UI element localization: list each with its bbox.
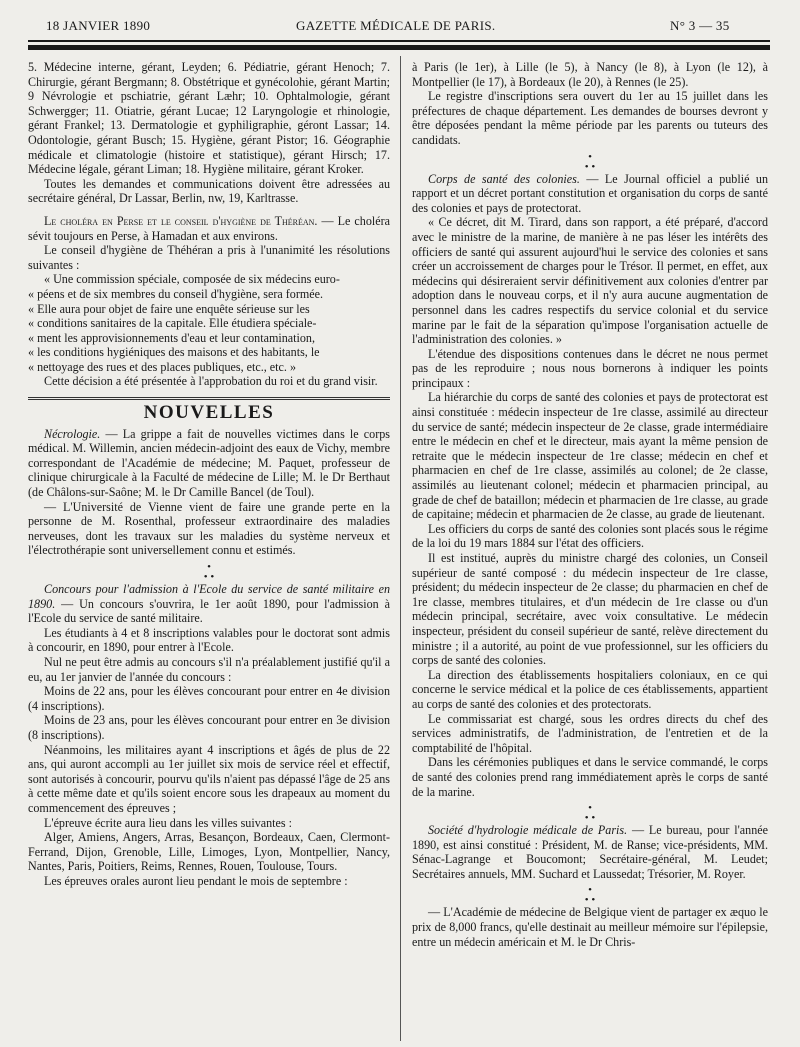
hydrologie-paragraph — [412, 823, 768, 881]
quote-line: « péens et de six membres du conseil d'hygiène, sera formée. — [28, 286, 324, 301]
concours-paragraph: Les étudiants à 4 et 8 inscriptions valables pour le doctorat sont admis à concourir, en 1890, pour entrer à l'Ecole. — [28, 625, 390, 655]
concours-paragraph: Néanmoins, les militaires ayant 4 inscriptions et âgés de plus de 22 ans, qui auront accompli au 1er juillet six mois de service réel et effectif, sont autorisés à concourir, pourvu qu'ils n'aient pas dépassé l'âge de 25 ans à cette même date et qu'ils soient encore sous les drapeaux au moment du commencement des épreuves ; — [28, 742, 390, 815]
hydrologie-label: Société d'hydrologie médicale de Paris. — [428, 823, 628, 838]
contact-paragraph: Toutes les demandes et communications doivent être adressées au secrétaire général, Dr Lassar, Berlin, nw, 19, Karltrasse. — [28, 176, 390, 206]
separator-stars: • • • — [584, 802, 596, 825]
separator-stars: • • • — [584, 884, 596, 907]
corps-paragraph: Les officiers du corps de santé des colonies sont placés sous le régime de la loi du 19 mars 1884 sur l'état des officiers. — [412, 521, 768, 551]
left-column — [28, 60, 390, 888]
corps-paragraph: La direction des établissements hospitaliers coloniaux, en ce qui concerne le service médical et la police de ces établissements, appartient au corps de santé des colonies et des protectorats. — [412, 667, 768, 711]
concours-paragraph: Moins de 22 ans, pour les élèves concourant pour entrer en 4e division (4 inscriptions). — [28, 684, 390, 713]
necrologie-text: — La grippe a fait de nouvelles victimes dans le corps médical. M. Willemin, ancien médecin-adjoint des eaux de Vichy, membre correspondant de l'Académie de médecine; M. Paquet, professeur de clinique chirurgicale à la Faculté de médecine de Lille; M. le Dr Berthaut (de Châlons-sur-Saône; M. le Dr Camille Bancel (de Toul). — [28, 426, 390, 500]
necrologie-label: Nécrologie. — [44, 426, 101, 441]
corps-paragraph: L'étendue des dispositions contenues dans le décret ne nous permet pas de les reproduire ; nous nous bornerons à indiquer les points principaux : — [412, 346, 768, 390]
council-paragraph: Il est institué, auprès du ministre chargé des colonies, un Conseil supérieur de santé composé : du médecin inspecteur de 1re classe, président; du médecin inspecteur de 2e classe; du pharmacien en chef de 1re classe, membres titulaires, et d'un médecin de 1re classe ou d'un médecin principal, secrétaire, avec voix consultative. Le médecin inspecteur, président du conseil supérieur de santé, relève directement du ministre ; il a autorité, au point de vue professionnel, sur les officiers du corps de santé des colonies. — [412, 551, 768, 668]
resolution-intro: Le conseil d'hygiène de Théhéran a pris à l'unanimité les résolutions suivantes : — [28, 243, 390, 272]
section-list-paragraph: 5. Médecine interne, gérant, Leyden; 6. Pédiatrie, gérant Henoch; 7. Chirurgie, gérant Bergmann; 8. Obstétrique et gynécolohie, gérant Martin; 9 Névrologie et pschiatrie, gérant Læhr; 10. Ophtalmologie, gérant Schwergger; 11. Otiatrie, gérant Lucae; 12 Laryngologie et rhinologie, gérant Frankel; 13. Dermatologie et gyphiligraphie, géront Lassar; 14. Odontologie, gérant Busch; 15. Hygiène, gérant Pistor; 16. Géographie médicale et climatologie (histoire et statistique), gérant Hirsch; 17. Médecine légale, gérant Liman; 18. Hygiène militaire, gérant Kroker. — [28, 60, 390, 177]
hierarchy-paragraph: La hiérarchie du corps de santé des colonies et pays de protectorat est ainsi constituée : médecin inspecteur de 1re classe, assimilé au directeur du service de santé; médecin inspecteur de 2e classe, grade intermédiaire entre le médecin en chef et le directeur, mais ayant la même pension de retraite que le médecin inspecteur de 1re classe; médecin en chef et pharmacien en chef de 1re classe, assimilés au colonel; de 2e classe, assimilés au lieutenant colonel; médecin et pharmacien principal, au grade de chef de bataillon; médecin et pharmacien de 1re classe, au grade de capitaine; médecin et pharmacien de 2e classe, au grade de lieutenant. — [412, 390, 768, 522]
cholera-text: — Le choléra sévit toujours en Perse, à Hamadan et aux environs. — [28, 213, 391, 243]
concours-paragraph — [28, 582, 390, 626]
journal-title: GAZETTE MÉDICALE DE PARIS. — [296, 18, 496, 33]
section-title-nouvelles: NOUVELLES — [143, 402, 275, 424]
quote-line: « les conditions hygiéniques des maisons et des habitants, le — [28, 345, 320, 360]
separator-stars: • • • — [203, 561, 215, 583]
quote-line: « conditions sanitaires de la capitale. Elle étudiera spéciale- — [28, 316, 317, 331]
concours-label: Concours pour l'admission à l'Ecole du service de santé militaire en 1890. — [28, 582, 390, 611]
necrologie-paragraph — [28, 427, 390, 500]
concours-paragraph: Nul ne peut être admis au concours s'il n'a préalablement justifié qu'il a eu, au 1er janvier de l'année du concours : — [28, 654, 390, 684]
decree-quote: « Ce décret, dit M. Tirard, dans son rapport, a été préparé, d'accord avec le ministre de la marine, de manière à ne pas léser les intérêts des officiers de santé qui assurent aujourd'hui le service des colonies et sans créer un accroissement de charges pour le Trésor. Il permet, en effet, aux médecins qui désireraient servir définitivement aux colonies d'entrer par adoption dans le nouveau corps, et il n'y aura aucune augmentation de personnel dans les cadres respectifs du service colonial et du service marine par le fait de la séparation qu'impose l'organisation actuelle de l'administration des colonies. » — [412, 215, 768, 347]
concours-paragraph: Moins de 23 ans, pour les élèves concourant pour entrer en 3e division (8 inscriptions). — [28, 713, 390, 742]
vienne-paragraph: — L'Université de Vienne vient de faire une grande perte en la personne de M. Rosenthal, professeur extraordinaire des maladies nerveuses, dont les travaux sur les maladies du système nerveux et l'électrothérapie sont universellement connu et estimés. — [28, 499, 390, 558]
right-column — [412, 60, 768, 949]
quote-line: « ment les approvisionnements d'eau et leur contamination, — [28, 330, 315, 345]
issue-date: 18 JANVIER 1890 — [46, 18, 151, 33]
corps-sante-label: Corps de santé des colonies. — [428, 171, 580, 186]
corps-sante-paragraph — [412, 172, 768, 216]
concours-paragraph: Les épreuves orales auront lieu pendant le mois de septembre : — [44, 873, 348, 888]
registration-paragraph: Le registre d'inscriptions sera ouvert du 1er au 15 juillet dans les préfectures de chaque département. Les demandes de bourses devront y être déposées pendant la même période par les parents ou tuteurs des candidats. — [412, 89, 768, 147]
concours-cities: Alger, Amiens, Angers, Arras, Besançon, Bordeaux, Caen, Clermont-Ferrand, Dijon, Grenoble, Lille, Limoges, Lyon, Montpellier, Nancy, Nantes, Paris, Poitiers, Reims, Rennes, Rouen, Toulouse, Tours. — [28, 830, 390, 874]
corps-paragraph: Le commissariat est chargé, sous les ordres directs du chef des services administratifs, de l'administration, de l'entretien et de la comptabilité de l'hôpital. — [412, 711, 768, 755]
cholera-heading: Le choléra en Perse et le conseil d'hygiène de Théréan. — [44, 213, 318, 228]
page-header — [38, 18, 766, 40]
oral-exam-cities: à Paris (le 1er), à Lille (le 5), à Nancy (le 8), à Lyon (le 12), à Montpellier (le 17), à Bordeaux (le 20), à Rennes (le 25). — [412, 60, 768, 89]
corps-sante-text: — Le Journal officiel a publié un rapport et un décret portant constitution et organisation du corps de santé des colonies et pays de protectorat. — [412, 171, 769, 215]
quote-line: « Elle aura pour objet de faire une enquête sérieuse sur les — [28, 301, 310, 316]
issue-page-number: N° 3 — 35 — [670, 18, 730, 33]
quote-line: « Une commission spéciale, composée de six médecins euro- — [44, 272, 340, 287]
column-divider — [400, 56, 401, 1041]
academie-paragraph: — L'Académie de médecine de Belgique vient de partager ex æquo le prix de 8,000 francs, qu'elle destinait au meilleur mémoire sur l'épilepsie, entre un médecin américain et M. le Dr Chris- — [412, 905, 768, 949]
cholera-paragraph — [28, 214, 390, 243]
header-rule-thick — [28, 45, 770, 50]
concours-text: — Un concours s'ouvrira, le 1er août 1890, pour l'admission à l'Ecole du service de santé militaire. — [28, 596, 390, 626]
concours-paragraph: L'épreuve écrite aura lieu dans les villes suivantes : — [44, 815, 292, 830]
header-rule-thin — [28, 40, 770, 42]
section-divider — [28, 397, 390, 400]
corps-paragraph: Dans les cérémonies publiques et dans le service commandé, le corps de santé des colonies prend rang immédiatement après le corps de santé de la marine. — [412, 755, 768, 799]
quote-line: « nettoyage des rues et des places publiques, etc., etc. » — [28, 359, 296, 374]
separator-stars: • • • — [584, 150, 596, 173]
hydrologie-text: — Le bureau, pour l'année 1890, est ainsi constitué : Président, M. de Ranse; vice-présidents, MM. Sénac-Lagrange et Boucomont; Secrétaire-général, M. Leudet; Secrétaires annuels, MM. Suchard et Laussedat; Trésorier, M. Royer. — [412, 823, 769, 881]
decision-paragraph: Cette décision a été présentée à l'approbation du roi et du grand visir. — [44, 374, 378, 389]
